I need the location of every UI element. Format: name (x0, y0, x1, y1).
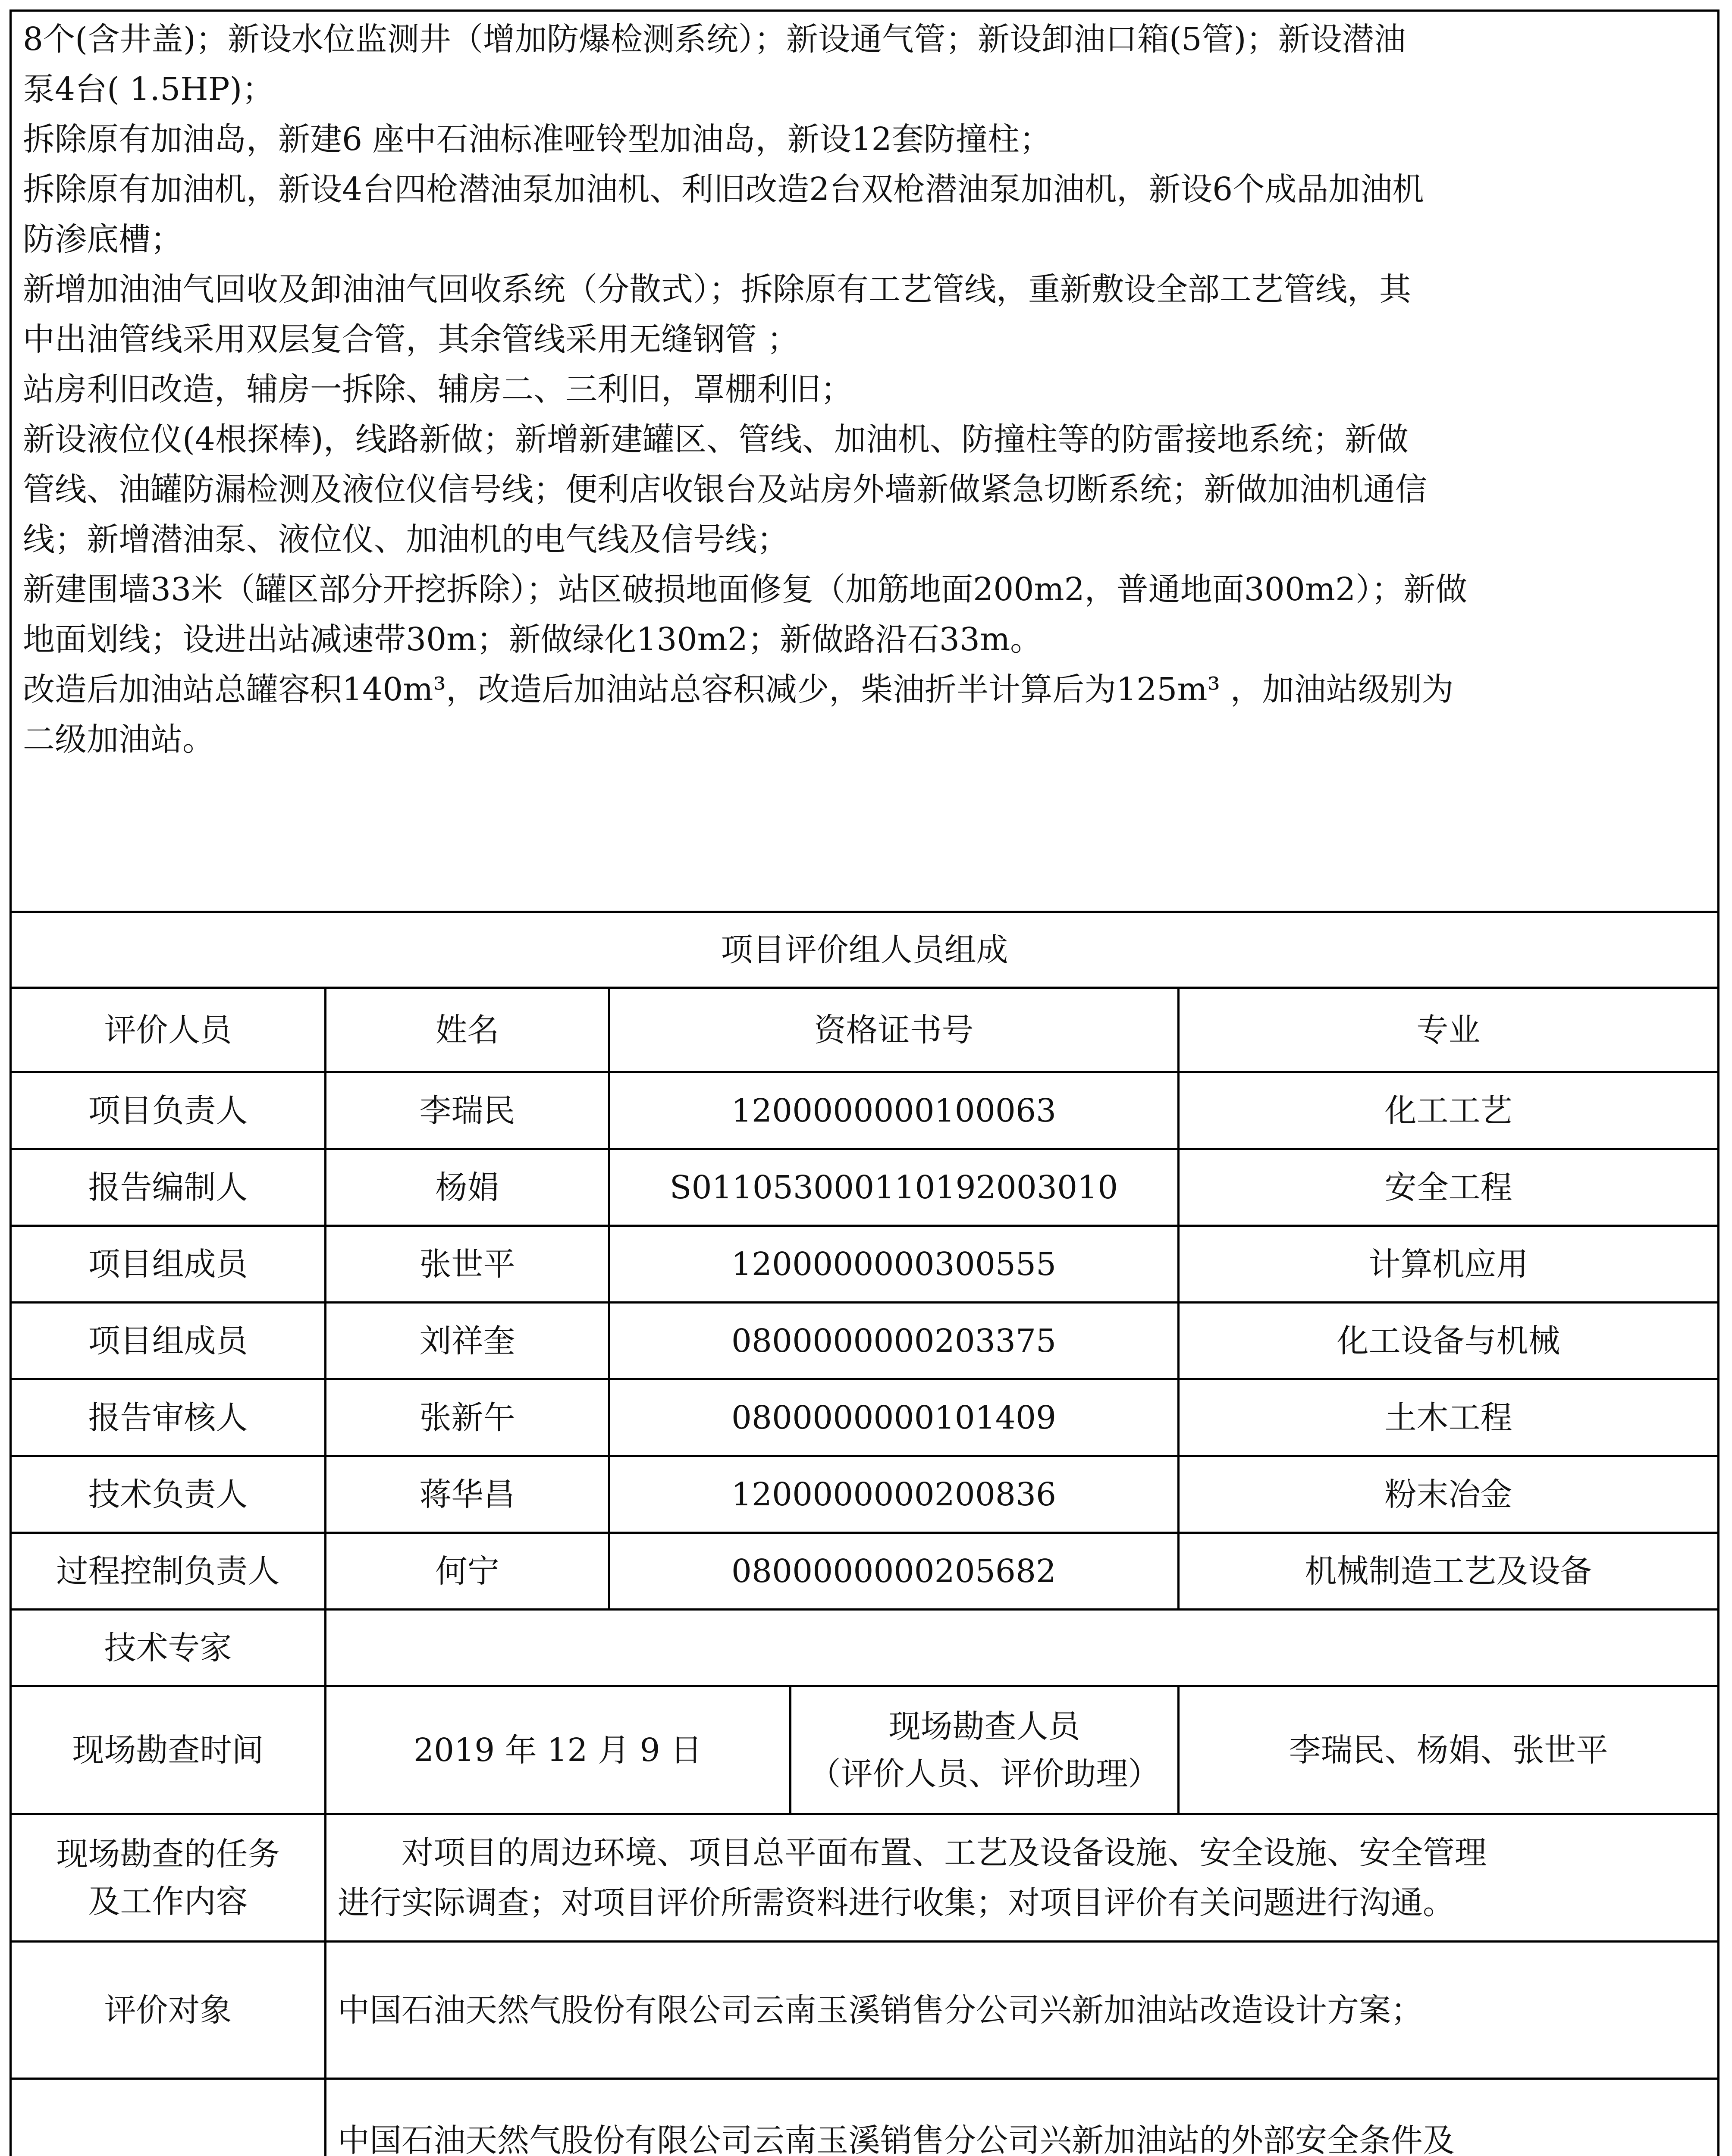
member-specialty: 计算机应用 (1179, 1226, 1719, 1303)
team-header-row (11, 988, 1719, 1072)
description-line: 管线、油罐防漏检测及液位仪信号线；便利店收银台及站房外墙新做紧急切断系统；新做加油机通信 (23, 471, 1427, 508)
evaluation-table (9, 9, 1719, 2156)
survey-time-value: 2019 年 12 月 9 日 (326, 1686, 791, 1814)
tech-expert-label: 技术专家 (11, 1610, 326, 1686)
member-specialty: 机械制造工艺及设备 (1179, 1533, 1719, 1610)
member-certificate: 1200000000300555 (609, 1226, 1179, 1303)
member-name: 何宁 (326, 1533, 609, 1610)
member-specialty: 化工工艺 (1179, 1072, 1719, 1149)
member-name: 杨娟 (326, 1149, 609, 1226)
tech-expert-row (11, 1610, 1719, 1686)
evaluation-object-label: 评价对象 (11, 1942, 326, 2079)
survey-personnel-label-line: 现场勘查人员 (888, 1708, 1080, 1745)
table-row (11, 1072, 1719, 1149)
table-row (11, 1303, 1719, 1379)
table-row (11, 1456, 1719, 1533)
description-line: 改造后加油站总罐容积140m³，改造后加油站总容积减少，柴油折半计算后为125m³ ，加油站级别为 (23, 671, 1454, 708)
project-description-cell (11, 11, 1719, 912)
survey-time-label: 现场勘查时间 (11, 1686, 326, 1814)
member-certificate: 1200000000100063 (609, 1072, 1179, 1149)
description-line: 二级加油站。 (23, 721, 214, 758)
survey-tasks-line: 对项目的周边环境、项目总平面布置、工艺及设备设施、安全设施、安全管理 (402, 1834, 1487, 1871)
header-role: 评价人员 (11, 988, 326, 1072)
header-specialty: 专业 (1179, 988, 1719, 1072)
evaluation-object-value: 中国石油天然气股份有限公司云南玉溪销售分公司兴新加油站改造设计方案； (326, 1942, 1719, 2079)
survey-personnel-value: 李瑞民、杨娟、张世平 (1179, 1686, 1719, 1814)
survey-tasks-label-line: 现场勘查的任务 (56, 1835, 280, 1873)
team-section-title: 项目评价组人员组成 (11, 912, 1719, 988)
member-certificate: 0800000000205682 (609, 1533, 1179, 1610)
header-name: 姓名 (326, 988, 609, 1072)
member-name: 张新午 (326, 1379, 609, 1456)
survey-personnel-label-line: （评价人员、评价助理） (809, 1755, 1160, 1792)
survey-tasks-label (11, 1814, 326, 1942)
evaluation-object-row (11, 1942, 1719, 2079)
description-line: 泵4台( 1.5HP)； (23, 71, 274, 108)
member-role: 技术负责人 (11, 1456, 326, 1533)
member-role: 项目负责人 (11, 1072, 326, 1149)
evaluation-scope-row (11, 2079, 1719, 2156)
member-certificate: 1200000000200836 (609, 1456, 1179, 1533)
member-name: 李瑞民 (326, 1072, 609, 1149)
description-line: 拆除原有加油岛，新建6 座中石油标准哑铃型加油岛，新设12套防撞柱； (23, 121, 1051, 158)
member-certificate: S011053000110192003010 (609, 1149, 1179, 1226)
member-certificate: 0800000000101409 (609, 1379, 1179, 1456)
description-line: 线；新增潜油泵、液位仪、加油机的电气线及信号线； (23, 521, 789, 558)
header-certificate: 资格证书号 (609, 988, 1179, 1072)
description-line: 新增加油油气回收及卸油油气回收系统（分散式）；拆除原有工艺管线，重新敷设全部工艺管线，其 (23, 271, 1411, 308)
description-line: 新建围墙33米（罐区部分开挖拆除）；站区破损地面修复（加筋地面200m2，普通地面300m2）；新做 (23, 571, 1468, 608)
member-name: 蒋华昌 (326, 1456, 609, 1533)
member-role: 项目组成员 (11, 1226, 326, 1303)
survey-tasks-line: 进行实际调查；对项目评价所需资料进行收集；对项目评价有关问题进行沟通。 (338, 1884, 1455, 1921)
member-specialty: 土木工程 (1179, 1379, 1719, 1456)
table-row (11, 1379, 1719, 1456)
table-row (11, 1149, 1719, 1226)
tech-expert-value (326, 1610, 1719, 1686)
member-name: 张世平 (326, 1226, 609, 1303)
description-line: 新设液位仪(4根探棒)，线路新做；新增新建罐区、管线、加油机、防撞柱等的防雷接地系统；新做 (23, 421, 1409, 458)
project-description (23, 14, 1706, 765)
description-line: 拆除原有加油机，新设4台四枪潜油泵加油机、利旧改造2台双枪潜油泵加油机，新设6个成品加油机 (23, 171, 1425, 208)
member-role: 过程控制负责人 (11, 1533, 326, 1610)
table-row (11, 1533, 1719, 1610)
description-line: 防渗底槽； (23, 221, 182, 258)
member-name: 刘祥奎 (326, 1303, 609, 1379)
member-role: 报告编制人 (11, 1149, 326, 1226)
member-specialty: 安全工程 (1179, 1149, 1719, 1226)
evaluation-scope-line: 中国石油天然气股份有限公司云南玉溪销售分公司兴新加油站的外部安全条件及 (338, 2122, 1455, 2156)
table-row (11, 1226, 1719, 1303)
description-line: 站房利旧改造，辅房一拆除、辅房二、三利旧，罩棚利旧； (23, 371, 853, 408)
survey-tasks-row (11, 1814, 1719, 1942)
survey-personnel-label (791, 1686, 1179, 1814)
survey-tasks-label-line: 及工作内容 (88, 1883, 248, 1920)
description-line: 8个(含井盖)；新设水位监测井（增加防爆检测系统）；新设通气管；新设卸油口箱(5管)；新设潜油 (23, 21, 1406, 58)
evaluation-scope-content (326, 2079, 1719, 2156)
member-role: 项目组成员 (11, 1303, 326, 1379)
survey-tasks-content (326, 1814, 1719, 1942)
member-specialty: 粉末冶金 (1179, 1456, 1719, 1533)
member-certificate: 0800000000203375 (609, 1303, 1179, 1379)
description-line: 地面划线；设进出站减速带30m；新做绿化130m2；新做路沿石33m。 (23, 621, 1042, 658)
member-role: 报告审核人 (11, 1379, 326, 1456)
description-line: 中出油管线采用双层复合管，其余管线采用无缝钢管 ； (23, 321, 799, 358)
member-specialty: 化工设备与机械 (1179, 1303, 1719, 1379)
site-survey-row (11, 1686, 1719, 1814)
evaluation-scope-label (11, 2079, 326, 2156)
